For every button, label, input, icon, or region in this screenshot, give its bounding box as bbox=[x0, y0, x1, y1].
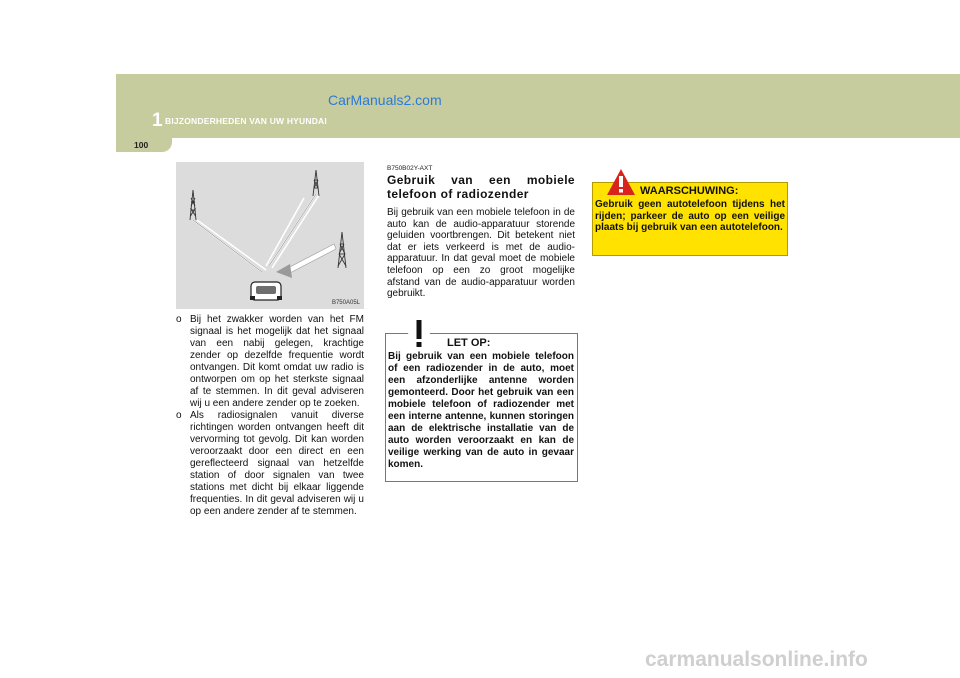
bullet-text: Bij het zwakker worden van het FM signaal is het mogelijk dat het signaal van een nabij gelegen, krachtige zender op dezelfde frequentie wordt ontvangen. Dit komt omdat uw radio is ontworpen om op het sterkste signaal af te stemmen. In dit geval adviseren wij u een andere zender op te zoeken. bbox=[190, 314, 364, 409]
warning-title: WAARSCHUWING: bbox=[640, 185, 739, 197]
page-number: 100 bbox=[134, 140, 149, 150]
bullet-text: Als radiosignalen vanuit diverse richtingen worden ontvangen heeft dit vervorming tot gevolg. Dit kan worden veroorzaakt door een direct en een gereflecteerd signaal van hetzelfde station of door signalen van twee stations met dicht bij elkaar liggende frequenties. In dit geval adviseren wij u op een andere zender af te stemmen. bbox=[190, 410, 364, 517]
list-item bbox=[176, 410, 364, 518]
section-body: Bij gebruik van een mobiele telefoon in de auto kan de audio-apparatuur storende geluiden voortbrengen. Dit betekent niet dat er iets verkeerd is met de audio-apparatuur. In dat geval moet de mobiele telefoon op een zo groot mogelijke afstand van de audio-apparatuur worden gebruikt. bbox=[387, 207, 575, 300]
footer-watermark[interactable]: carmanualsonline.info bbox=[645, 648, 868, 671]
radio-reception-figure bbox=[176, 162, 364, 309]
signal-beams bbox=[193, 194, 319, 272]
caution-text: Bij gebruik van een mobiele telefoon of een radiozender in de auto, moet een afzonderlijke antenne worden gemonteerd. Door het gebruik van een mobiele telefoon of radiozender met een interne antenne, kunnen storingen aan de elektrische installatie van de auto worden veroorzaakt en kan de veilige werking van de auto in gevaar komen. bbox=[388, 351, 574, 470]
car-icon bbox=[250, 282, 282, 300]
bullet-mark: o bbox=[176, 314, 182, 325]
warning-exclamation-icon bbox=[606, 168, 636, 196]
chapter-title: BIJZONDERHEDEN VAN UW HYUNDAI bbox=[165, 116, 327, 126]
arrow-head-icon bbox=[276, 264, 292, 278]
bullet-list bbox=[176, 314, 364, 518]
bullet-mark: o bbox=[176, 410, 182, 421]
radio-reception-illustration bbox=[176, 162, 364, 309]
header-band bbox=[116, 74, 960, 138]
section-code: B750B02Y-AXT bbox=[387, 165, 433, 172]
watermark-link[interactable]: CarManuals2.com bbox=[328, 92, 442, 108]
arrow-icon bbox=[284, 244, 336, 274]
radio-tower-icon bbox=[190, 190, 196, 220]
radio-tower-icon bbox=[313, 170, 319, 196]
list-item bbox=[176, 314, 364, 410]
chapter-number: 1 bbox=[152, 110, 163, 131]
radio-tower-icon bbox=[338, 232, 346, 268]
section-title: Gebruik van een mobiele telefoon of radiozender bbox=[387, 173, 575, 201]
caution-title: LET OP: bbox=[447, 337, 491, 349]
warning-text: Gebruik geen autotelefoon tijdens het rijden; parkeer de auto op een veilige plaats bij gebruik van een autotelefoon. bbox=[595, 199, 785, 233]
exclamation-triangle-icon bbox=[397, 313, 441, 353]
figure-code: B750A05L bbox=[331, 300, 360, 306]
